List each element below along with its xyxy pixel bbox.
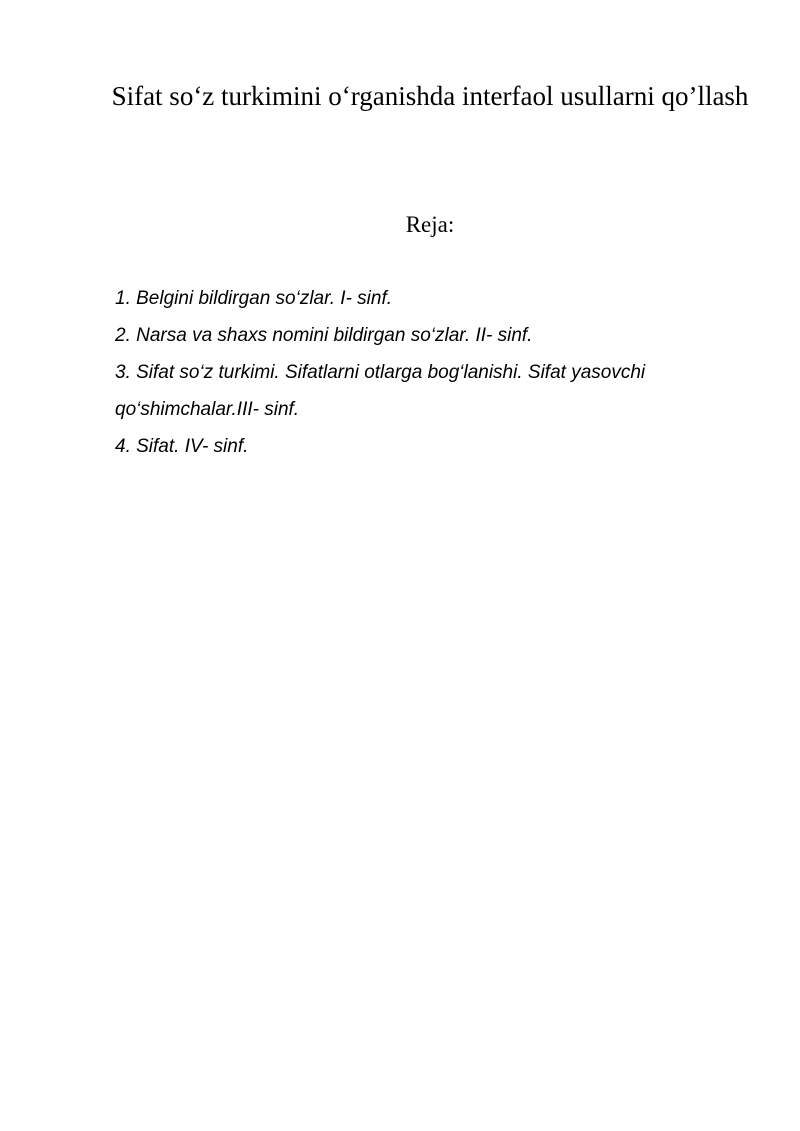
document-title: Sifat so‘z turkimini o‘rganishda interfaol usullarni qo’llash bbox=[111, 81, 749, 111]
plan-item: 2. Narsa va shaxs nomini bildirgan so‘zlar. II- sinf. bbox=[115, 325, 533, 346]
plan-item: 3. Sifat so‘z turkimi. Sifatlarni otlarga bog‘lanishi. Sifat yasovchi qo‘shimchalar.III- sinf. bbox=[115, 362, 646, 420]
plan-item: 4. Sifat. IV- sinf. bbox=[115, 436, 249, 457]
plan-heading: Reja: bbox=[405, 212, 455, 237]
plan-list bbox=[115, 280, 715, 465]
plan-item: 1. Belgini bildirgan so‘zlar. I- sinf. bbox=[115, 288, 393, 309]
